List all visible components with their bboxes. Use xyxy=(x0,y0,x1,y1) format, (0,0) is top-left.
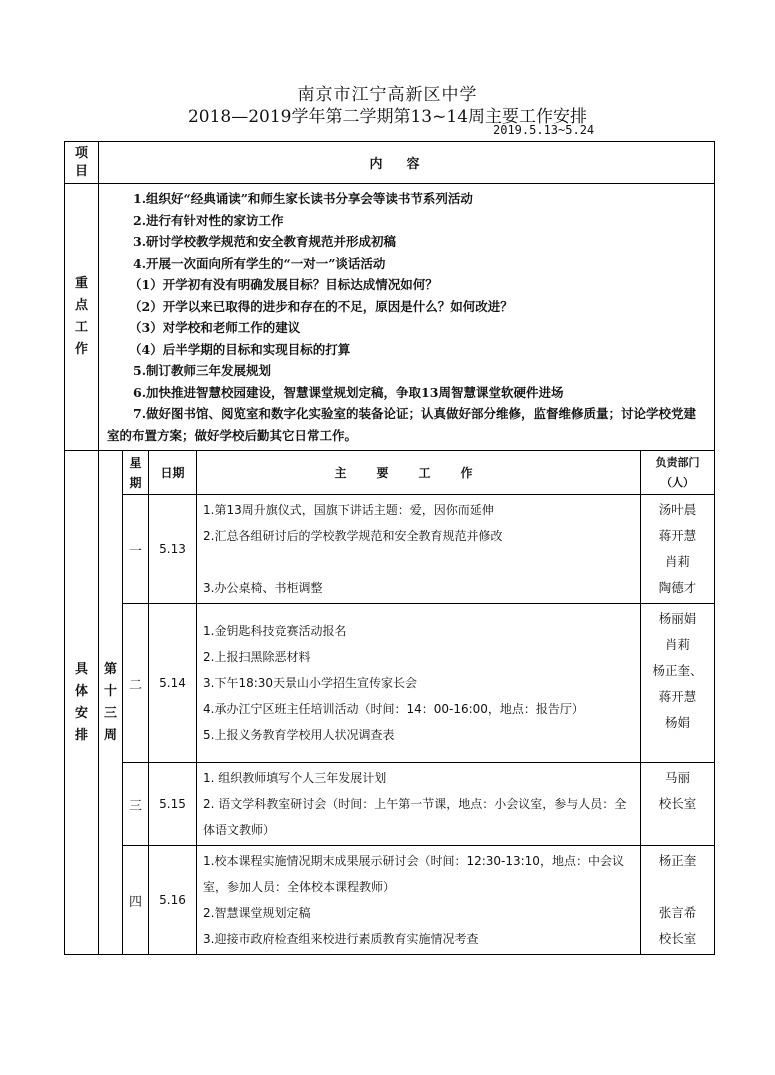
col-work: 主要工作 xyxy=(197,451,641,495)
resp-person: 张言希 xyxy=(658,905,697,920)
key-work-item: 4.开展一次面向所有学生的“一对一”谈话活动 xyxy=(133,255,386,271)
work-item: 3.迎接市政府检查组来校进行素质教育实施情况考查 xyxy=(203,932,479,946)
resp-person: 马丽 xyxy=(665,770,691,785)
date-range: 2019.5.13~5.24 xyxy=(493,123,595,137)
date-cell: 5.16 xyxy=(149,846,197,955)
weekday-cell: 四 xyxy=(123,846,149,955)
schedule-label: 具 体 安 排 xyxy=(65,451,99,955)
work-cell xyxy=(197,495,641,604)
resp-cell xyxy=(641,763,715,846)
resp-person: 杨正奎、 xyxy=(652,663,703,678)
resp-cell xyxy=(641,846,715,955)
resp-person: 肖莉 xyxy=(665,637,691,652)
table-row-wednesday xyxy=(65,763,715,846)
resp-person: 陶德才 xyxy=(658,580,697,595)
work-item: 3.下午18:30天景山小学招生宣传家长会 xyxy=(203,676,418,690)
resp-blank xyxy=(641,874,714,900)
work-item: 2.上报扫黑除恶材料 xyxy=(203,650,311,664)
table-row-thursday xyxy=(65,846,715,955)
work-item: 2. 语文学科教室研讨会（时间：上午第一节课，地点：小会议室，参与人员：全体语文教师） xyxy=(203,797,627,837)
schedule-header-row xyxy=(65,451,715,495)
key-work-item: 6.加快推进智慧校园建设，智慧课堂规划定稿，争取13周智慧课堂软硬件进场 xyxy=(133,384,564,400)
date-cell: 5.14 xyxy=(149,604,197,763)
weekday-cell: 三 xyxy=(123,763,149,846)
work-item: 3.办公桌椅、书柜调整 xyxy=(203,581,323,595)
resp-person: 蒋开慧 xyxy=(658,689,697,704)
resp-person: 杨正奎 xyxy=(658,853,697,868)
key-work-item: 1.组织好“经典诵读”和师生家长读书分享会等读书节系列活动 xyxy=(133,191,473,206)
resp-cell xyxy=(641,495,715,604)
week-label: 第 十 三 周 xyxy=(99,451,123,955)
key-work-subitem: （4）后半学期的目标和实现目标的打算 xyxy=(129,341,351,357)
resp-person: 杨娟 xyxy=(665,715,691,730)
key-work-subitem: （3）对学校和老师工作的建议 xyxy=(129,320,301,335)
resp-person: 肖莉 xyxy=(665,554,691,569)
work-cell xyxy=(197,846,641,955)
work-item-blank xyxy=(203,549,634,575)
col-date: 日期 xyxy=(149,451,197,495)
resp-person: 校长室 xyxy=(658,931,697,946)
schedule-table xyxy=(64,141,715,955)
work-item: 2.智慧课堂规划定稿 xyxy=(203,906,311,920)
work-item: 1. 组织教师填写个人三年发展计划 xyxy=(203,771,387,785)
work-item: 4.承办江宁区班主任培训活动（时间：14：00-16:00，地点：报告厅） xyxy=(203,702,584,716)
key-work-subitem: （1）开学初有没有明确发展目标？目标达成情况如何？ xyxy=(129,277,438,292)
key-work-item: 2.进行有针对性的家访工作 xyxy=(133,212,284,228)
resp-person: 汤叶晨 xyxy=(658,502,697,517)
work-item: 2.汇总各组研讨后的学校教学规范和安全教育规范并修改 xyxy=(203,529,503,543)
resp-person: 杨丽娟 xyxy=(658,611,697,626)
key-work-label: 重 点 工 作 xyxy=(65,184,99,451)
key-work-item: 3.研讨学校教学规范和安全教育规范并形成初稿 xyxy=(133,234,397,249)
document-title: 2018—2019学年第二学期第13~14周主要工作安排 xyxy=(187,107,588,127)
key-work-item: 5.制订教师三年发展规划 xyxy=(133,363,272,378)
col-weekday: 星 期 xyxy=(123,451,149,495)
key-work-row xyxy=(65,184,715,451)
table-row-monday xyxy=(65,495,715,604)
table-header-row xyxy=(65,142,715,184)
resp-cell xyxy=(641,604,715,763)
resp-person: 校长室 xyxy=(658,796,697,811)
date-cell: 5.15 xyxy=(149,763,197,846)
header-content-cell: 内容 xyxy=(99,142,715,184)
weekday-cell: 一 xyxy=(123,495,149,604)
key-work-subitem: （2）开学以来已取得的进步和存在的不足，原因是什么？如何改进？ xyxy=(129,298,513,314)
work-item: 1.金钥匙科技竞赛活动报名 xyxy=(203,624,347,638)
date-cell: 5.13 xyxy=(149,495,197,604)
work-item: 1.第13周升旗仪式，国旗下讲话主题：爱，因你而延伸 xyxy=(203,503,494,517)
work-item: 5.上报义务教育学校用人状况调查表 xyxy=(203,728,395,742)
school-name: 南京市江宁高新区中学 xyxy=(297,85,478,105)
work-item: 1.校本课程实施情况期末成果展示研讨会（时间：12:30-13:10，地点：中会议室，参加人员：全体校本课程教师） xyxy=(203,854,624,894)
header-item-cell: 项 目 xyxy=(65,142,99,184)
work-cell xyxy=(197,604,641,763)
col-resp: 负责部门 （人） xyxy=(641,451,715,495)
work-cell xyxy=(197,763,641,846)
weekday-cell: 二 xyxy=(123,604,149,763)
key-work-item: 7.做好图书馆、阅览室和数字化实验室的装备论证；认真做好部分维修，监督维修质量；讨论学校党建室的布置方案；做好学校后勤其它日常工作。 xyxy=(107,406,697,443)
resp-person: 蒋开慧 xyxy=(658,528,697,543)
table-row-tuesday xyxy=(65,604,715,763)
key-work-content xyxy=(99,184,715,451)
